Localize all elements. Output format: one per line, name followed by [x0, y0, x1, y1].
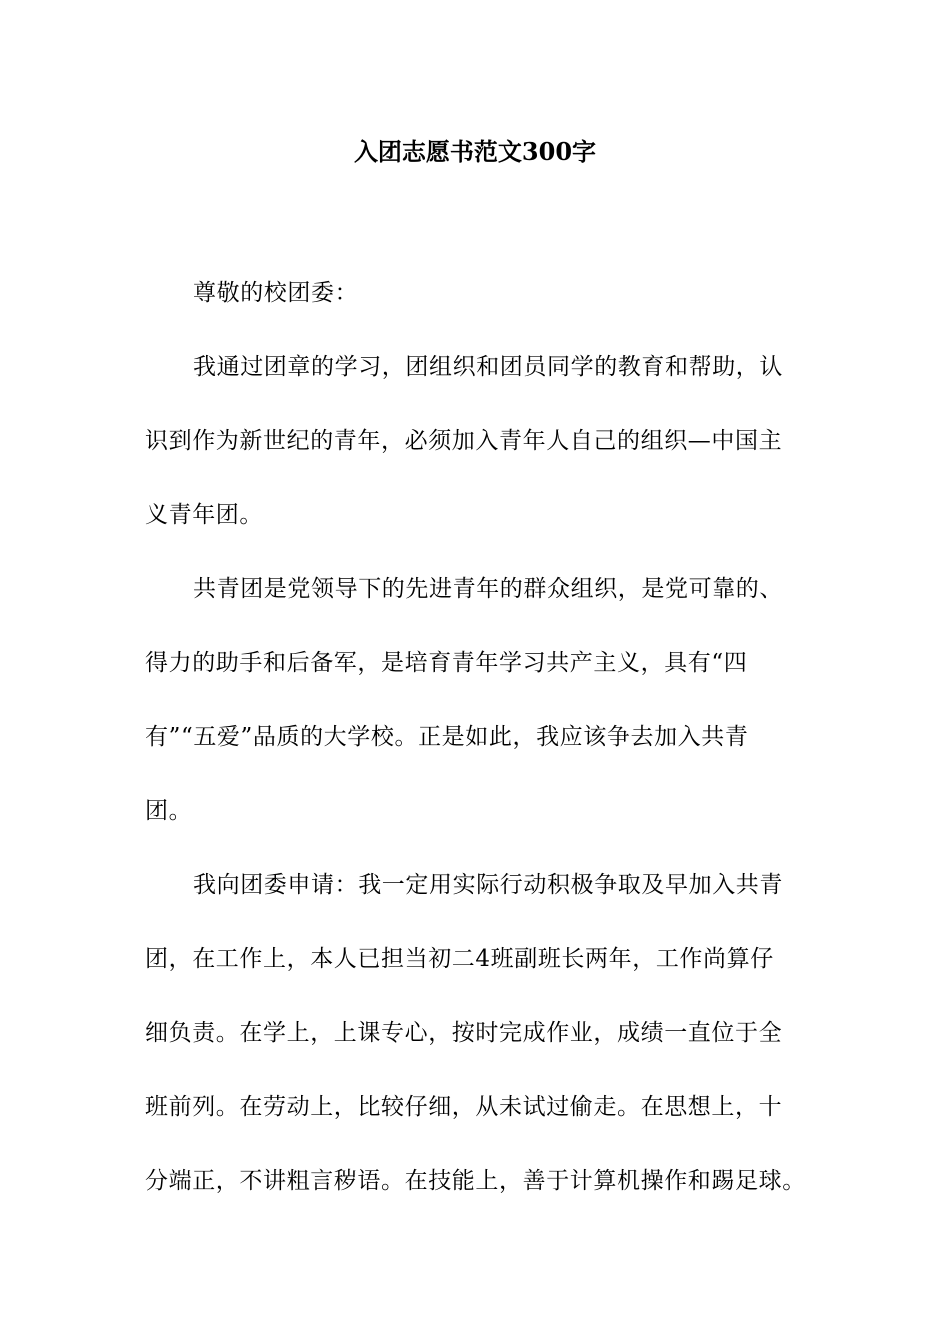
salutation-line: 尊敬的校团委： — [193, 280, 359, 306]
paragraph-3-line-1: 我向团委申请：我一定用实际行动积极争取及早加入共青 — [193, 872, 783, 898]
paragraph-3-line-3: 细负责。在学上，上课专心，按时完成作业，成绩一直位于全 — [145, 1020, 783, 1046]
document-body — [145, 256, 817, 1218]
paragraph-2-line-2: 得力的助手和后备军，是培育青年学习共产主义，具有“四 — [145, 650, 748, 676]
paragraph-1-line-2: 识到作为新世纪的青年，必须加入青年人自己的组织—中国主 — [145, 428, 783, 454]
paragraph-3-line-4: 班前列。在劳动上，比较仔细，从未试过偷走。在思想上，十 — [145, 1094, 783, 1120]
paragraph-1-line-1: 我通过团章的学习，团组织和团员同学的教育和帮助，认 — [193, 354, 783, 380]
paragraph-2-line-1: 共青团是党领导下的先进青年的群众组织，是党可靠的、 — [193, 576, 783, 602]
paragraph-3-line-2: 团，在工作上，本人已担当初二4班副班长两年，工作尚算仔 — [145, 946, 774, 972]
document-title: 入团志愿书范文300字 — [353, 137, 597, 166]
paragraph-2-line-3: 有”“五爱”品质的大学校。正是如此，我应该争去加入共青 — [145, 724, 749, 750]
paragraph-2-line-4: 团。 — [145, 798, 193, 824]
paragraph-1-line-3: 义青年团。 — [145, 502, 263, 528]
paragraph-3-line-5: 分端正，不讲粗言秽语。在技能上，善于计算机操作和踢足球。 — [145, 1168, 806, 1194]
